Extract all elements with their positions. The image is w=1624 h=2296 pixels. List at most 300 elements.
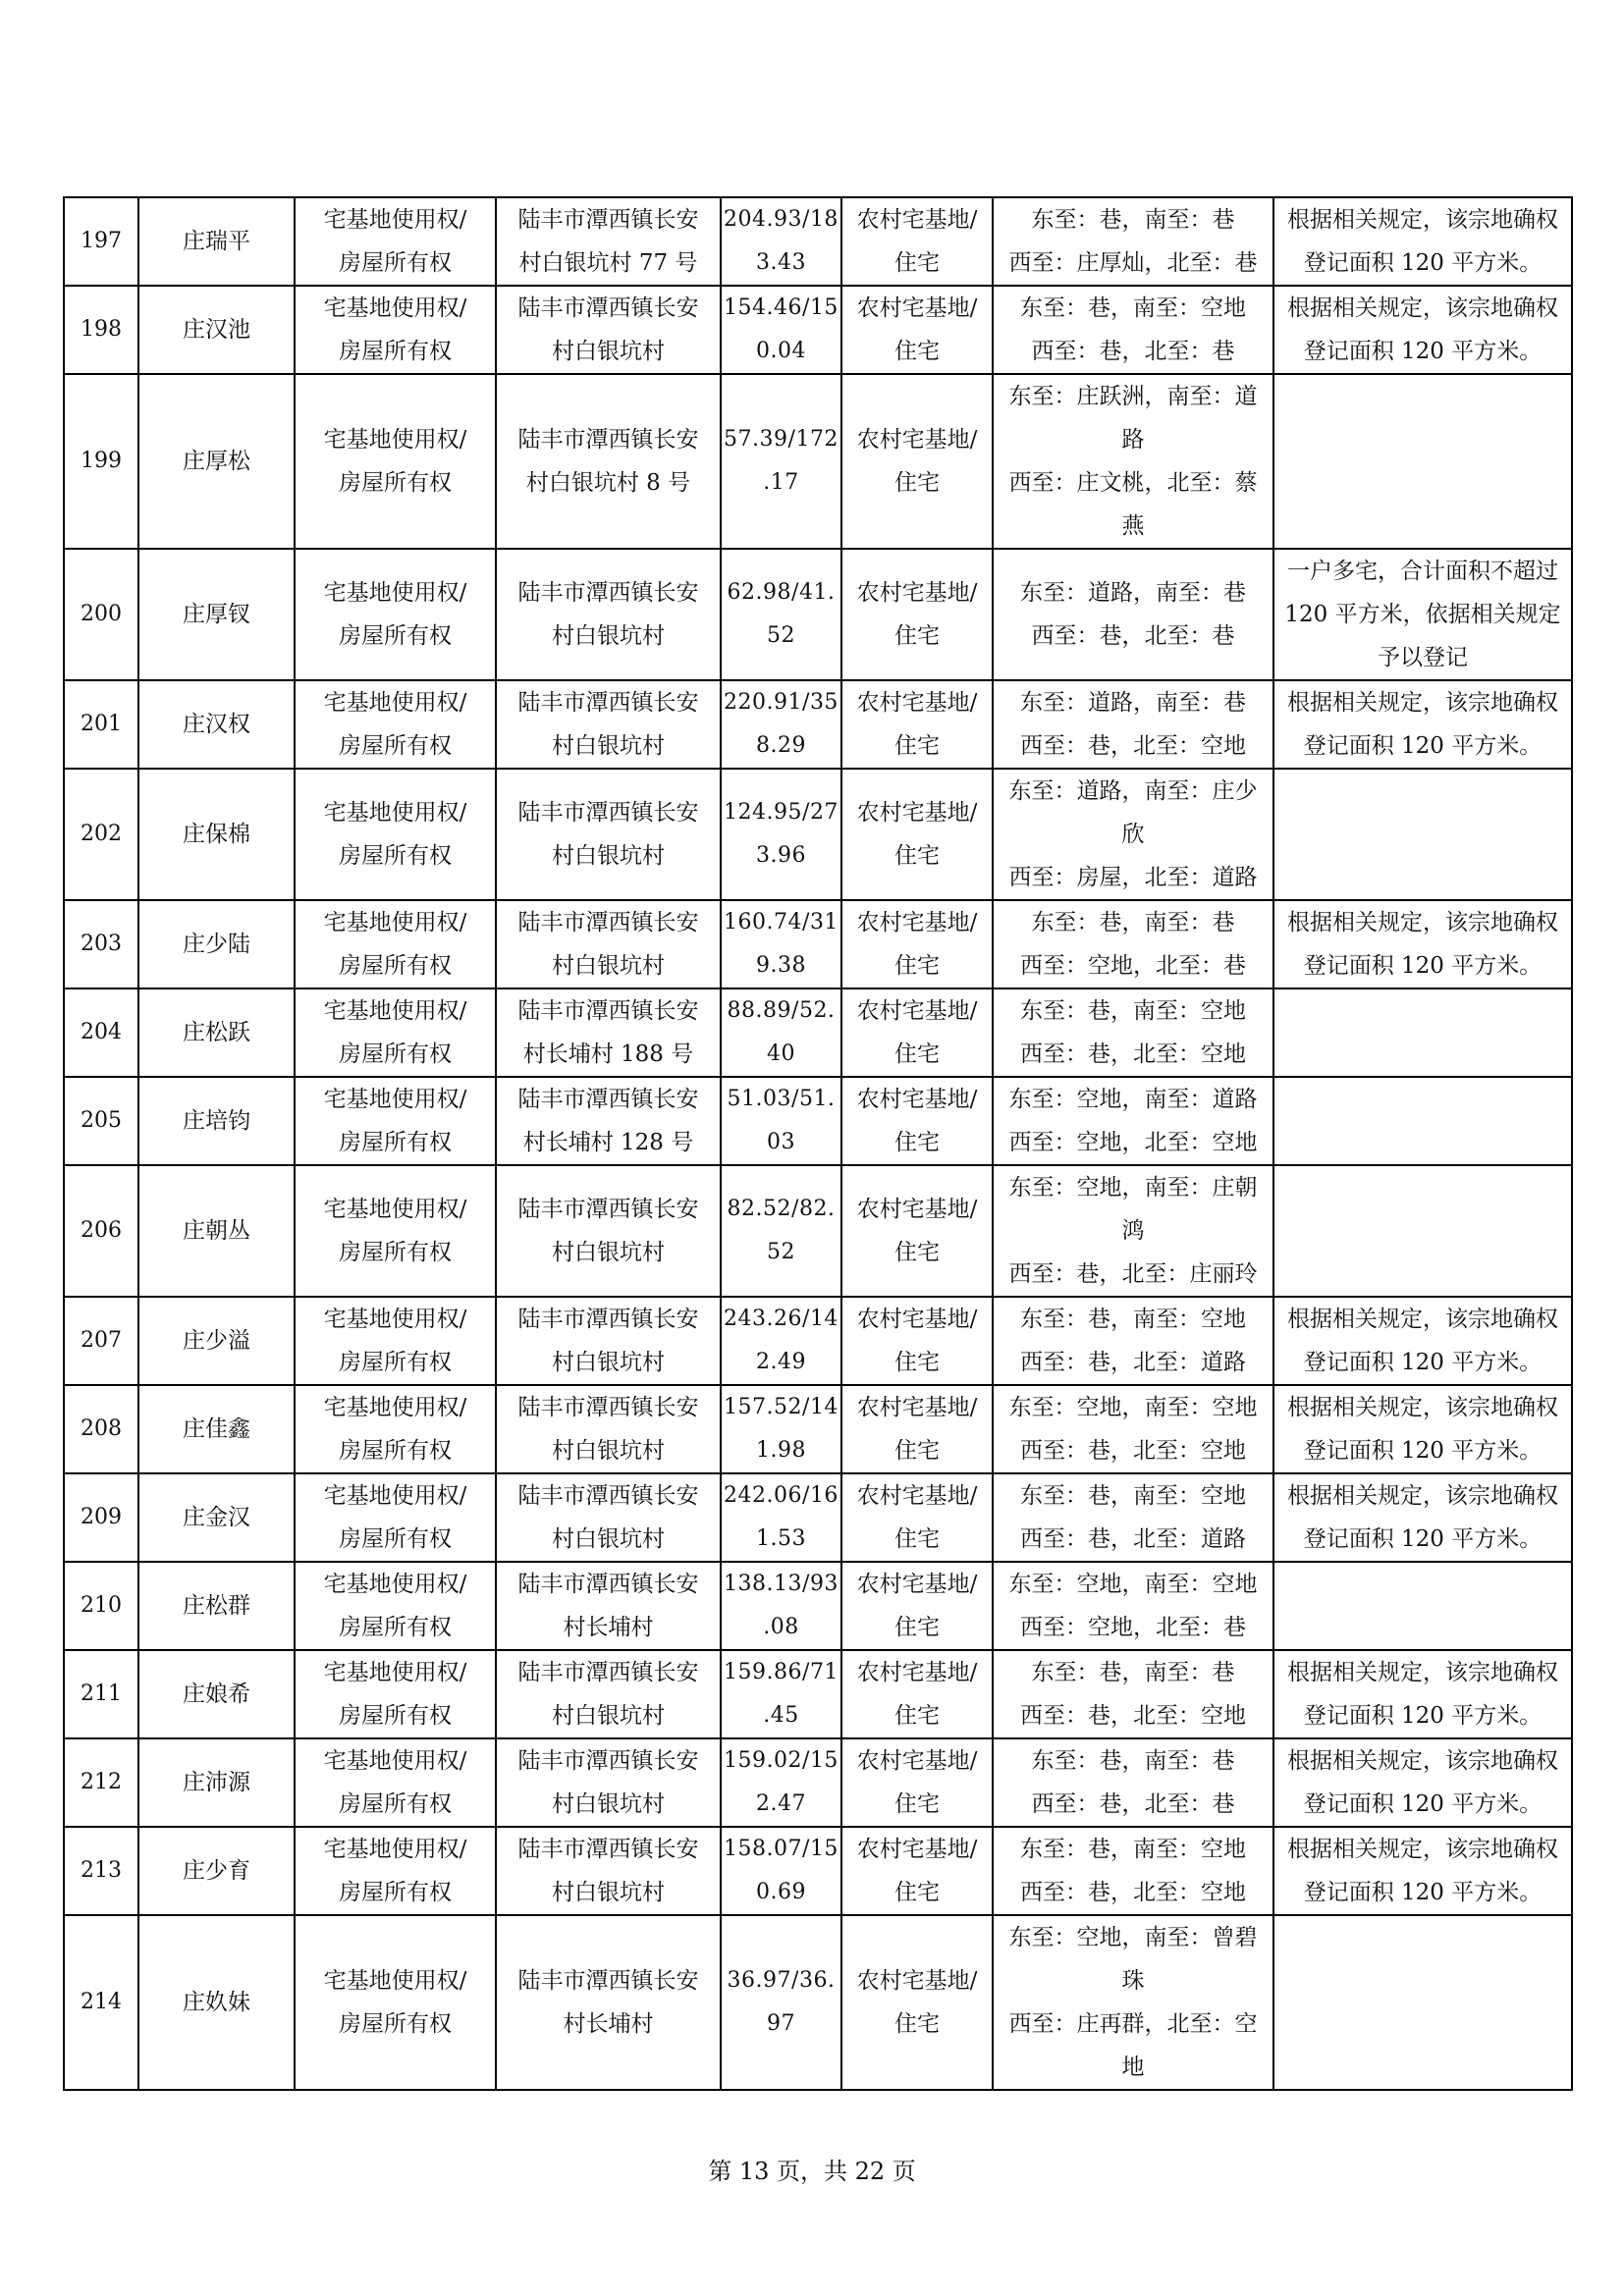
cell-area (721, 1473, 841, 1562)
cell-line: 1.98 (756, 1438, 806, 1463)
cell-line: 西至：空地，北至：巷 (1020, 953, 1246, 979)
cell-line: 登记面积 120 平方米。 (1303, 1791, 1543, 1817)
cell-right-type (295, 1915, 496, 2090)
cell-line: 村白银坑村 (552, 1438, 665, 1464)
cell-line: 房屋所有权 (339, 953, 452, 979)
cell-line: 东至：巷，南至：巷 (1031, 1748, 1235, 1774)
cell-line: 宅基地使用权/ (323, 207, 467, 233)
cell-line: 242.06/16 (724, 1483, 839, 1508)
cell-owner-name: 庄厚松 (138, 374, 295, 549)
cell-line: 陆丰市潭西镇长安 (517, 1307, 699, 1332)
cell-land-use (841, 1827, 993, 1915)
cell-land-use (841, 286, 993, 374)
cell-right-type (295, 374, 496, 549)
cell-line: 房屋所有权 (339, 1615, 452, 1640)
page-footer: 第 13 页，共 22 页 (708, 2158, 916, 2185)
cell-number: 212 (64, 1738, 138, 1827)
cell-boundary (993, 1473, 1273, 1562)
cell-line: 宅基地使用权/ (323, 295, 467, 321)
cell-boundary (993, 1738, 1273, 1827)
cell-line: 登记面积 120 平方米。 (1303, 250, 1543, 276)
cell-boundary (993, 900, 1273, 988)
cell-line: 住宅 (894, 1880, 940, 1905)
cell-line: 登记面积 120 平方米。 (1303, 339, 1543, 364)
cell-line: 243.26/14 (724, 1307, 839, 1331)
cell-line: 东至：空地，南至：空地 (1008, 1395, 1258, 1420)
cell-line: 房屋所有权 (339, 1526, 452, 1552)
cell-line: 农村宅基地/ (856, 207, 978, 233)
cell-line: 东至：空地，南至：空地 (1008, 1572, 1258, 1597)
cell-number: 211 (64, 1650, 138, 1738)
cell-line: 宅基地使用权/ (323, 580, 467, 606)
cell-note (1273, 374, 1572, 549)
table-row (64, 1915, 1572, 2090)
cell-line: .08 (763, 1615, 799, 1639)
cell-land-use (841, 680, 993, 769)
cell-line: 房屋所有权 (339, 470, 452, 496)
cell-note (1273, 1827, 1572, 1915)
cell-number: 206 (64, 1165, 138, 1297)
table-row (64, 1473, 1572, 1562)
cell-line: 住宅 (894, 1526, 940, 1552)
cell-owner-name: 庄保棉 (138, 769, 295, 900)
cell-boundary (993, 1385, 1273, 1473)
cell-line: 宅基地使用权/ (323, 1307, 467, 1332)
cell-note (1273, 197, 1572, 286)
cell-right-type (295, 1473, 496, 1562)
cell-area (721, 374, 841, 549)
cell-line: 村白银坑村 8 号 (525, 470, 691, 496)
cell-line: 根据相关规定，该宗地确权 (1287, 1395, 1558, 1420)
cell-line: 村白银坑村 (552, 843, 665, 869)
cell-line: 村白银坑村 (552, 339, 665, 364)
cell-right-type (295, 988, 496, 1077)
cell-line: 住宅 (894, 1791, 940, 1817)
cell-line: 东至：庄跃洲，南至：道 (1008, 384, 1258, 409)
cell-line: 房屋所有权 (339, 2011, 452, 2037)
cell-line: .17 (763, 470, 799, 495)
cell-number: 204 (64, 988, 138, 1077)
cell-line: 农村宅基地/ (856, 1660, 978, 1685)
cell-line: 村白银坑村 (552, 1703, 665, 1729)
cell-line: 158.07/15 (724, 1837, 839, 1861)
table-row (64, 374, 1572, 549)
cell-line: 鸿 (1121, 1218, 1145, 1244)
cell-line: 陆丰市潭西镇长安 (517, 295, 699, 321)
cell-owner-name: 庄厚钗 (138, 549, 295, 680)
cell-line: .45 (763, 1703, 799, 1728)
cell-owner-name: 庄佳鑫 (138, 1385, 295, 1473)
cell-land-use (841, 549, 993, 680)
cell-number: 203 (64, 900, 138, 988)
table-row (64, 1297, 1572, 1385)
cell-line: 根据相关规定，该宗地确权 (1287, 1307, 1558, 1332)
table-row (64, 680, 1572, 769)
cell-land-use (841, 1297, 993, 1385)
cell-line: 根据相关规定，该宗地确权 (1287, 1748, 1558, 1774)
cell-line: 东至：道路，南至：巷 (1020, 690, 1246, 716)
cell-line: 农村宅基地/ (856, 998, 978, 1024)
cell-line: 房屋所有权 (339, 1703, 452, 1729)
cell-line: 西至：巷，北至：空地 (1020, 1880, 1246, 1905)
cell-line: 陆丰市潭西镇长安 (517, 580, 699, 606)
cell-number: 210 (64, 1562, 138, 1650)
cell-boundary (993, 1562, 1273, 1650)
cell-line: 登记面积 120 平方米。 (1303, 1880, 1543, 1905)
cell-line: 宅基地使用权/ (323, 800, 467, 826)
table-body (64, 197, 1572, 2090)
cell-owner-name: 庄汉池 (138, 286, 295, 374)
cell-line: 157.52/14 (724, 1395, 839, 1419)
cell-line: 住宅 (894, 250, 940, 276)
cell-line: 宅基地使用权/ (323, 1087, 467, 1112)
cell-boundary (993, 374, 1273, 549)
cell-number: 205 (64, 1077, 138, 1165)
cell-land-use (841, 374, 993, 549)
cell-location (496, 1562, 721, 1650)
cell-line: 36.97/36. (727, 1968, 836, 1993)
cell-note (1273, 769, 1572, 900)
cell-line: 东至：巷，南至：空地 (1020, 998, 1246, 1024)
cell-land-use (841, 900, 993, 988)
cell-land-use (841, 1562, 993, 1650)
cell-line: 陆丰市潭西镇长安 (517, 1837, 699, 1862)
cell-note (1273, 680, 1572, 769)
cell-land-use (841, 197, 993, 286)
cell-owner-name: 庄培钧 (138, 1077, 295, 1165)
cell-note (1273, 549, 1572, 680)
cell-line: 农村宅基地/ (856, 1572, 978, 1597)
cell-line: 154.46/15 (724, 295, 839, 320)
cell-line: 住宅 (894, 623, 940, 649)
cell-area (721, 1297, 841, 1385)
cell-line: 东至：巷，南至：空地 (1020, 295, 1246, 321)
cell-note (1273, 1077, 1572, 1165)
cell-line: 宅基地使用权/ (323, 1395, 467, 1420)
cell-land-use (841, 1385, 993, 1473)
cell-location (496, 1738, 721, 1827)
cell-line: 住宅 (894, 2011, 940, 2037)
cell-line: 陆丰市潭西镇长安 (517, 1572, 699, 1597)
cell-line: 房屋所有权 (339, 1350, 452, 1375)
table-row (64, 197, 1572, 286)
cell-line: 珠 (1121, 1968, 1145, 1994)
cell-boundary (993, 1165, 1273, 1297)
cell-line: 农村宅基地/ (856, 1197, 978, 1222)
cell-area (721, 1915, 841, 2090)
cell-line: 登记面积 120 平方米。 (1303, 1703, 1543, 1729)
cell-boundary (993, 1650, 1273, 1738)
cell-owner-name: 庄朝丛 (138, 1165, 295, 1297)
cell-boundary (993, 1827, 1273, 1915)
cell-line: 地 (1121, 2055, 1145, 2080)
cell-boundary (993, 549, 1273, 680)
cell-right-type (295, 900, 496, 988)
cell-line: 农村宅基地/ (856, 1837, 978, 1862)
cell-line: 房屋所有权 (339, 250, 452, 276)
cell-line: 根据相关规定，该宗地确权 (1287, 690, 1558, 716)
cell-line: 根据相关规定，该宗地确权 (1287, 207, 1558, 233)
cell-area (721, 197, 841, 286)
cell-note (1273, 1165, 1572, 1297)
cell-location (496, 549, 721, 680)
cell-line: 160.74/31 (724, 910, 839, 934)
cell-location (496, 769, 721, 900)
cell-line: 西至：庄文桃，北至：蔡 (1008, 470, 1258, 496)
cell-line: 82.52/82. (727, 1197, 836, 1221)
cell-number: 208 (64, 1385, 138, 1473)
cell-location (496, 1077, 721, 1165)
cell-note (1273, 1738, 1572, 1827)
cell-line: 3.43 (756, 250, 806, 275)
cell-line: 124.95/27 (724, 800, 839, 825)
cell-line: 村长埔村 188 号 (522, 1041, 694, 1067)
cell-line: 52 (767, 623, 795, 648)
cell-line: 村白银坑村 (552, 623, 665, 649)
cell-line: 房屋所有权 (339, 1240, 452, 1265)
cell-land-use (841, 1915, 993, 2090)
cell-line: 村白银坑村 (552, 1791, 665, 1817)
cell-boundary (993, 988, 1273, 1077)
cell-owner-name: 庄瑞平 (138, 197, 295, 286)
cell-line: 西至：庄再群，北至：空 (1008, 2011, 1258, 2037)
cell-boundary (993, 1297, 1273, 1385)
cell-note (1273, 988, 1572, 1077)
cell-location (496, 1827, 721, 1915)
cell-line: 3.96 (756, 843, 806, 868)
cell-line: 陆丰市潭西镇长安 (517, 1087, 699, 1112)
cell-owner-name: 庄金汉 (138, 1473, 295, 1562)
cell-right-type (295, 1827, 496, 1915)
cell-area (721, 769, 841, 900)
cell-owner-name: 庄少溢 (138, 1297, 295, 1385)
cell-right-type (295, 769, 496, 900)
cell-owner-name: 庄松群 (138, 1562, 295, 1650)
cell-land-use (841, 1650, 993, 1738)
cell-line: 陆丰市潭西镇长安 (517, 1968, 699, 1994)
cell-note (1273, 1562, 1572, 1650)
cell-note (1273, 1297, 1572, 1385)
cell-line: 9.38 (756, 953, 806, 978)
cell-line: 陆丰市潭西镇长安 (517, 998, 699, 1024)
cell-line: 房屋所有权 (339, 339, 452, 364)
cell-line: 陆丰市潭西镇长安 (517, 1483, 699, 1509)
cell-right-type (295, 680, 496, 769)
cell-line: 东至：空地，南至：庄朝 (1008, 1175, 1258, 1201)
cell-line: 东至：巷，南至：巷 (1031, 207, 1235, 233)
cell-location (496, 680, 721, 769)
table-row (64, 1165, 1572, 1297)
table-row (64, 1738, 1572, 1827)
table-row (64, 988, 1572, 1077)
cell-area (721, 1165, 841, 1297)
cell-right-type (295, 1562, 496, 1650)
cell-note (1273, 900, 1572, 988)
cell-line: 8.29 (756, 733, 806, 758)
cell-line: 村白银坑村 (552, 1880, 665, 1905)
cell-line: 陆丰市潭西镇长安 (517, 207, 699, 233)
cell-boundary (993, 769, 1273, 900)
cell-line: 房屋所有权 (339, 733, 452, 759)
cell-line: 52 (767, 1240, 795, 1264)
cell-line: 东至：道路，南至：巷 (1020, 580, 1246, 606)
table-row (64, 1385, 1572, 1473)
cell-right-type (295, 286, 496, 374)
cell-line: 村白银坑村 (552, 1350, 665, 1375)
cell-line: 西至：巷，北至：空地 (1020, 1041, 1246, 1067)
cell-line: 予以登记 (1378, 645, 1468, 670)
cell-line: 东至：道路，南至：庄少 (1008, 778, 1258, 804)
cell-line: 农村宅基地/ (856, 295, 978, 321)
cell-number: 213 (64, 1827, 138, 1915)
cell-number: 202 (64, 769, 138, 900)
cell-line: 农村宅基地/ (856, 580, 978, 606)
cell-owner-name: 庄少育 (138, 1827, 295, 1915)
cell-line: 房屋所有权 (339, 1041, 452, 1067)
cell-line: 住宅 (894, 1240, 940, 1265)
cell-area (721, 1650, 841, 1738)
cell-line: 东至：巷，南至：空地 (1020, 1837, 1246, 1862)
cell-line: 欣 (1121, 822, 1145, 847)
cell-area (721, 680, 841, 769)
cell-line: 宅基地使用权/ (323, 1572, 467, 1597)
cell-line: 农村宅基地/ (856, 800, 978, 826)
cell-line: 204.93/18 (724, 207, 839, 232)
cell-line: 宅基地使用权/ (323, 427, 467, 453)
cell-location (496, 1165, 721, 1297)
cell-line: 40 (767, 1041, 795, 1066)
cell-number: 214 (64, 1915, 138, 2090)
cell-line: 西至：巷，北至：巷 (1031, 623, 1235, 649)
cell-line: 2.47 (756, 1791, 806, 1816)
cell-note (1273, 1650, 1572, 1738)
cell-location (496, 1385, 721, 1473)
cell-right-type (295, 1385, 496, 1473)
cell-line: 159.02/15 (724, 1748, 839, 1773)
cell-line: 陆丰市潭西镇长安 (517, 427, 699, 453)
cell-area (721, 549, 841, 680)
cell-line: 159.86/71 (724, 1660, 839, 1684)
cell-line: 村白银坑村 (552, 733, 665, 759)
cell-line: 陆丰市潭西镇长安 (517, 1660, 699, 1685)
cell-line: 村白银坑村 77 号 (518, 250, 698, 276)
cell-line: 一户多宅，合计面积不超过 (1287, 559, 1558, 584)
cell-line: 陆丰市潭西镇长安 (517, 1197, 699, 1222)
cell-location (496, 900, 721, 988)
cell-owner-name: 庄汉权 (138, 680, 295, 769)
cell-boundary (993, 1077, 1273, 1165)
table-row (64, 286, 1572, 374)
cell-owner-name: 庄娘希 (138, 1650, 295, 1738)
cell-line: 东至：巷，南至：空地 (1020, 1483, 1246, 1509)
cell-right-type (295, 1738, 496, 1827)
cell-line: 住宅 (894, 1438, 940, 1464)
cell-line: 宅基地使用权/ (323, 998, 467, 1024)
cell-line: 农村宅基地/ (856, 1307, 978, 1332)
cell-line: 东至：空地，南至：曾碧 (1008, 1925, 1258, 1950)
cell-line: 宅基地使用权/ (323, 1748, 467, 1774)
cell-line: 0.69 (756, 1880, 806, 1904)
cell-line: 住宅 (894, 733, 940, 759)
land-registry-table (63, 196, 1573, 2091)
cell-line: 138.13/93 (724, 1572, 839, 1596)
cell-line: 登记面积 120 平方米。 (1303, 733, 1543, 759)
cell-location (496, 1915, 721, 2090)
cell-line: 西至：巷，北至：空地 (1020, 733, 1246, 759)
cell-line: 登记面积 120 平方米。 (1303, 1438, 1543, 1464)
cell-line: 住宅 (894, 470, 940, 496)
cell-line: 西至：巷，北至：庄丽玲 (1008, 1261, 1258, 1287)
cell-area (721, 900, 841, 988)
cell-line: 农村宅基地/ (856, 1968, 978, 1994)
cell-line: 1.53 (756, 1526, 806, 1551)
cell-line: 西至：巷，北至：道路 (1020, 1526, 1246, 1552)
cell-number: 197 (64, 197, 138, 286)
cell-line: 西至：空地，北至：巷 (1020, 1615, 1246, 1640)
cell-line: 村长埔村 128 号 (522, 1130, 694, 1155)
cell-line: 住宅 (894, 1703, 940, 1729)
cell-line: 村白银坑村 (552, 1240, 665, 1265)
cell-line: 住宅 (894, 1130, 940, 1155)
cell-area (721, 1077, 841, 1165)
cell-line: 西至：巷，北至：巷 (1031, 339, 1235, 364)
cell-line: 登记面积 120 平方米。 (1303, 1350, 1543, 1375)
cell-line: 0.04 (756, 339, 806, 363)
cell-line: 西至：巷，北至：空地 (1020, 1703, 1246, 1729)
cell-location (496, 286, 721, 374)
table-row (64, 1827, 1572, 1915)
cell-line: 陆丰市潭西镇长安 (517, 800, 699, 826)
cell-line: 房屋所有权 (339, 1438, 452, 1464)
cell-line: 西至：巷，北至：巷 (1031, 1791, 1235, 1817)
cell-line: 东至：巷，南至：巷 (1031, 910, 1235, 935)
cell-line: 57.39/172 (724, 427, 839, 452)
cell-line: 东至：空地，南至：道路 (1008, 1087, 1258, 1112)
cell-land-use (841, 1738, 993, 1827)
cell-location (496, 988, 721, 1077)
cell-line: 根据相关规定，该宗地确权 (1287, 910, 1558, 935)
cell-boundary (993, 286, 1273, 374)
cell-line: 住宅 (894, 843, 940, 869)
cell-line: 根据相关规定，该宗地确权 (1287, 1837, 1558, 1862)
cell-note (1273, 1915, 1572, 2090)
cell-line: 房屋所有权 (339, 1791, 452, 1817)
cell-note (1273, 1385, 1572, 1473)
cell-line: 西至：房屋，北至：道路 (1008, 865, 1258, 890)
cell-line: 房屋所有权 (339, 843, 452, 869)
cell-line: 2.49 (756, 1350, 806, 1374)
cell-number: 200 (64, 549, 138, 680)
cell-area (721, 1562, 841, 1650)
cell-line: 村白银坑村 (552, 953, 665, 979)
cell-area (721, 1385, 841, 1473)
cell-line: 村长埔村 (563, 2011, 654, 2037)
cell-area (721, 1827, 841, 1915)
cell-line: 农村宅基地/ (856, 1483, 978, 1509)
cell-line: 陆丰市潭西镇长安 (517, 910, 699, 935)
cell-line: 陆丰市潭西镇长安 (517, 1395, 699, 1420)
cell-line: 62.98/41. (727, 580, 836, 605)
cell-line: 宅基地使用权/ (323, 1197, 467, 1222)
cell-owner-name: 庄少陆 (138, 900, 295, 988)
cell-line: 登记面积 120 平方米。 (1303, 1526, 1543, 1552)
cell-right-type (295, 1650, 496, 1738)
cell-number: 209 (64, 1473, 138, 1562)
cell-number: 198 (64, 286, 138, 374)
cell-location (496, 1297, 721, 1385)
cell-line: 西至：庄厚灿，北至：巷 (1008, 250, 1258, 276)
cell-note (1273, 286, 1572, 374)
